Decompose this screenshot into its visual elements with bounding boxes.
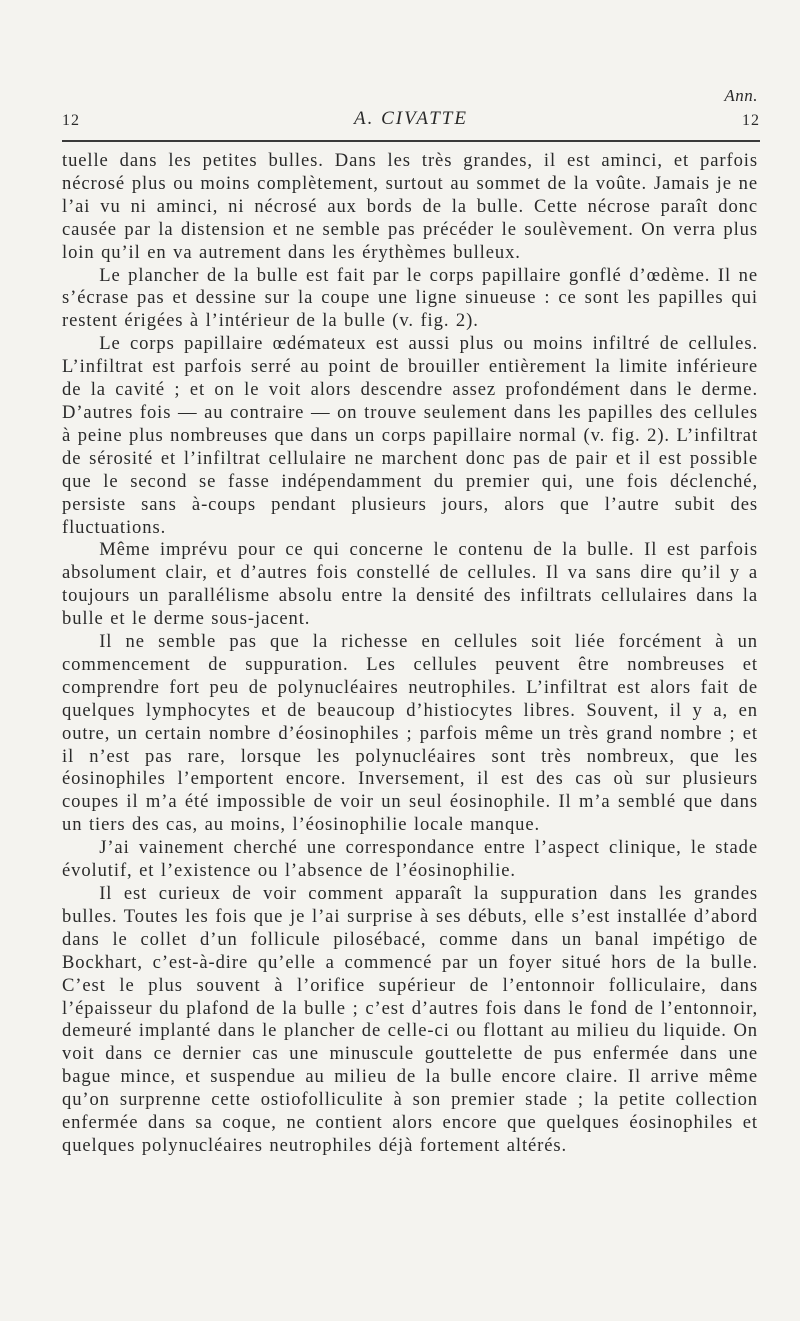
paragraph-7: Il est curieux de voir comment apparaît la suppuration dans les grandes bulles. Toutes les fois que je l’ai surprise à ses débuts, elle s’est installée d’abord dans le collet d’un follicule pilosébacé, comme dans un banal impétigo de Bockhart, c’est-à-dire qu’elle a commencé par un foyer situé hors de la bulle. C’est le plus souvent à l’orifice supérieur de l’entonnoir folliculaire, dans l’épaisseur du plafond de la bulle ; c’est d’autres fois dans le fond de l’entonnoir, demeuré implanté dans le plancher de celle-ci ou flottant au milieu du liquide. On voit dans ce dernier cas une minuscule gouttelette de pus enfermée dans une bague mince, et suspendue au milieu de la bulle encore claire. Il arrive même qu’on surprenne cette ostiofolliculite à son premier stade ; la petite collection enfermée dans sa coque, ne contient alors encore que quelques éosinophiles et quelques polynucléaires neutrophiles déjà fortement altérés. [62, 883, 758, 1156]
running-head-author: A. CIVATTE [354, 108, 468, 129]
paragraph-4: Même imprévu pour ce qui concerne le contenu de la bulle. Il est parfois absolument clair, et d’autres fois constellé de cellules. Il va sans dire qu’il y a toujours un parallélisme absolu entre la densité des infiltrats cellulaires dans la bulle et le derme sous-jacent. [62, 539, 758, 630]
paragraph-1: tuelle dans les petites bulles. Dans les très grandes, il est aminci, et parfois nécrosé plus ou moins complètement, surtout au sommet de la voûte. Jamais je ne l’ai vu ni aminci, ni nécrosé aux bords de la bulle. Cette nécrose paraît donc causée par la distension et ne semble pas précéder le soulèvement. On verra plus loin qu’il en va autrement dans les érythèmes bulleux. [62, 150, 758, 263]
paragraph-3: Le corps papillaire œdémateux est aussi plus ou moins infiltré de cellules. L’infiltrat est parfois serré au point de brouiller entièrement la limite inférieure de la cavité ; et on le voit alors descendre assez profondément dans le derme. D’autres fois — au contraire — on trouve seulement dans les papilles des cellules à peine plus nombreuses que dans un corps papillaire normal (v. fig. 2). L’infiltrat de sérosité et l’infiltrat cellulaire ne marchent donc pas de pair et il est possible que le second se fasse indépendamment du premier qui, une fois déclenché, persiste sans à-coups pendant plusieurs jours, alors que l’autre subit des fluctuations. [62, 333, 759, 538]
page-number-left: 12 [62, 112, 80, 129]
paragraph-2: Le plancher de la bulle est fait par le corps papillaire gonflé d’œdème. Il ne s’écrase pas et dessine sur la coupe une ligne sinueuse : ce sont les papilles qui restent érigées à l’intérieur de la bulle (v. fig. 2). [62, 264, 758, 332]
paragraph-6: J’ai vainement cherché une correspondance entre l’aspect clinique, le stade évolutif, et l’existence ou l’absence de l’éosinophilie. [62, 837, 758, 882]
header-rule [62, 140, 760, 142]
running-head [62, 108, 760, 134]
page-number-right: 12 [742, 112, 760, 129]
body-text [62, 150, 758, 1158]
corner-annotation: Ann. [724, 86, 758, 105]
paragraph-5: Il ne semble pas que la richesse en cellules soit liée forcément à un commencement de suppuration. Les cellules peuvent être nombreuses et comprendre fort peu de polynucléaires neutrophiles. L’infiltrat est alors fait de quelques lymphocytes et de beaucoup d’histiocytes libres. Souvent, il y a, en outre, un certain nombre d’éosinophiles ; parfois même un très grand nombre ; et il n’est pas rare, lorsque les polynucléaires sont très nombreux, que les éosinophiles l’emportent encore. Inversement, il est des cas où sur plusieurs coupes il m’a été impossible de voir un seul éosinophile. Il m’a semblé que dans un tiers des cas, au moins, l’éosinophilie locale manque. [62, 631, 758, 836]
